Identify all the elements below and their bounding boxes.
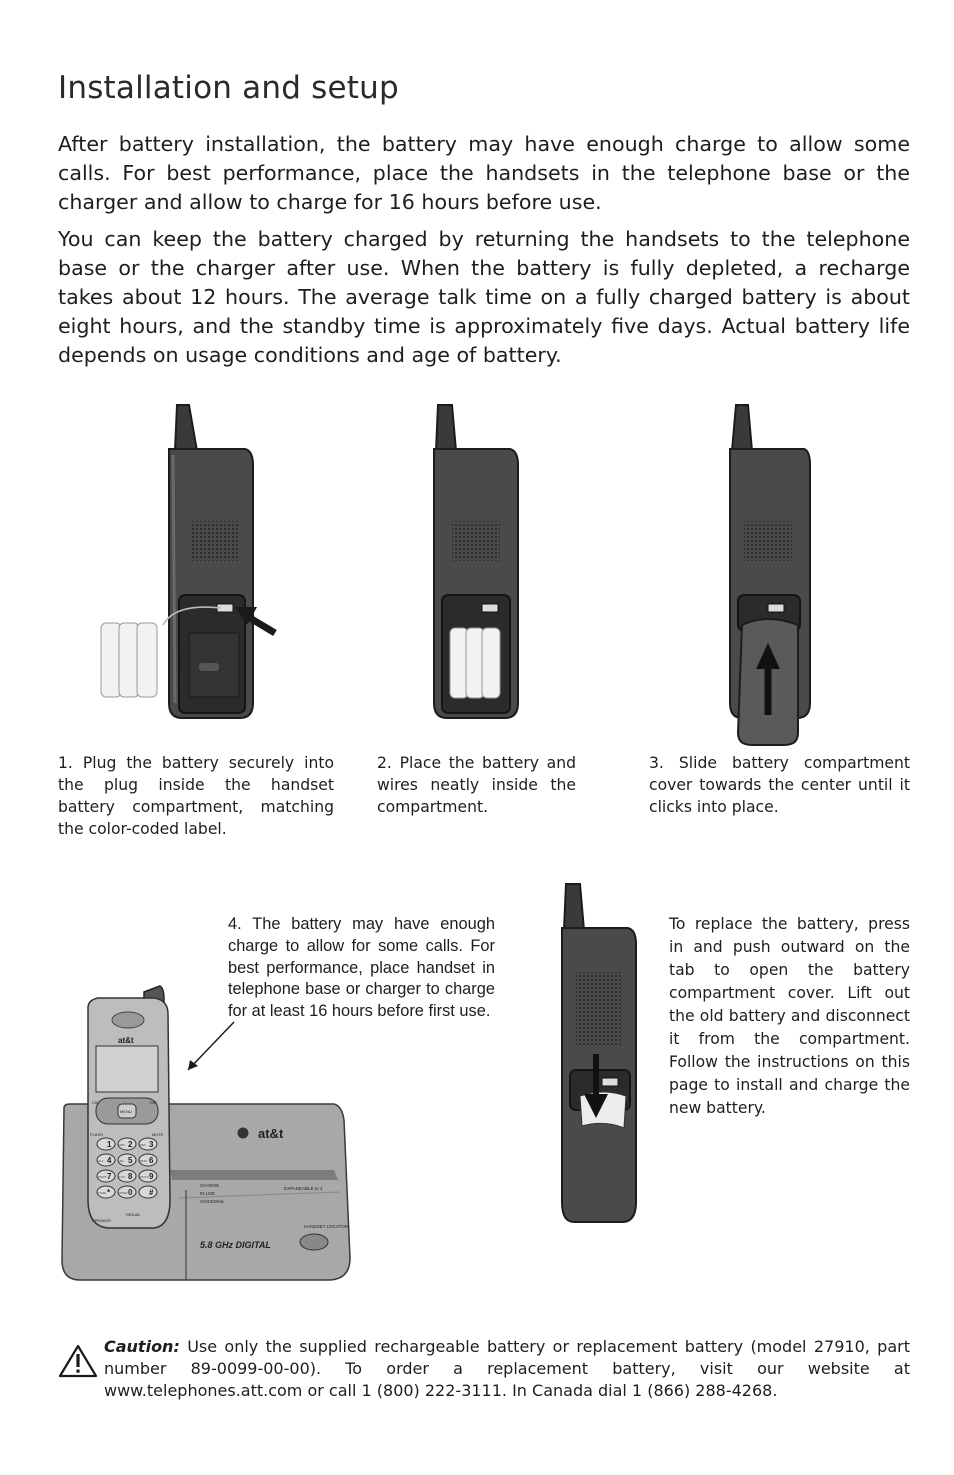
keypad-key-letters: GHI [98, 1159, 104, 1163]
intro-paragraph: After battery installation, the battery may have enough charge to allow some calls. For best performance, place the handsets in the telephone base or the charger and allow to charge for 16 hours before use. [58, 132, 910, 214]
keypad-key-label: 1 [107, 1140, 112, 1149]
keypad-key-label: 0 [128, 1188, 133, 1197]
keypad-key-label: 9 [149, 1172, 154, 1181]
keypad-key [139, 1186, 157, 1198]
keypad-key-letters: MNO [140, 1159, 147, 1163]
figure-replace-battery [558, 882, 640, 1228]
caution-label: Caution: [104, 1337, 180, 1356]
caution-notice [58, 1336, 910, 1402]
warning-triangle-icon [58, 1344, 98, 1378]
step-1-caption: 1. Plug the battery securely into the plug inside the handset battery compartment, matching the color-coded label. [58, 754, 334, 838]
handset-locator-label: HANDSET LOCATOR [304, 1224, 349, 1229]
keypad-key-label: * [107, 1188, 111, 1197]
caution-text [104, 1336, 910, 1402]
keypad-key-letters: DEF [140, 1143, 146, 1147]
softkey-label: DIR [150, 1100, 157, 1105]
voicemail-label: VOICEMAIL [200, 1199, 225, 1204]
keypad-key-label: # [149, 1188, 154, 1197]
battery-pack [450, 628, 500, 698]
keypad-key-label: 3 [149, 1140, 154, 1149]
keypad-key-letters: TONE [98, 1191, 107, 1195]
step-2-caption: 2. Place the battery and wires neatly inside the compartment. [377, 754, 576, 816]
battery-life-paragraph: You can keep the battery charged by returning the handsets to the telephone base or the charger after use. When the battery is fully depleted, a recharge takes about 12 hours. The average talk time on a fully charged battery is about eight hours, and the standby time is approximately five days. Actual battery life depends on usage conditions and age of battery. [58, 227, 910, 367]
softkey-label: FLASH [90, 1132, 103, 1137]
keypad-key-letters: PQRS [98, 1175, 107, 1179]
battery-pack [101, 623, 157, 697]
figure-step-1 [95, 403, 285, 725]
keypad-key-letters: ABC [119, 1143, 126, 1147]
keypad-key [97, 1138, 115, 1150]
softkey-label: MUTE [152, 1132, 164, 1137]
speaker-grille [191, 521, 239, 561]
caution-body: Use only the supplied rechargeable battery or replacement battery (model 27910, part number 89-0099-00-00). To order a replacement battery, visit our website at www.telephones.att.com or call 1 (800) 222-3111. In Canada dial 1 (866) 288-4268. [104, 1337, 910, 1400]
base-model-text: 5.8 GHz DIGITAL [200, 1240, 271, 1250]
keypad-key-letters: TUV [119, 1175, 125, 1179]
keypad-key-label: 5 [128, 1156, 133, 1165]
in-use-label: IN USE [200, 1191, 216, 1196]
handset-brand-logo: at&t [118, 1036, 134, 1045]
charge-label: CHARGE [200, 1183, 220, 1188]
keypad-key-label: 8 [128, 1172, 133, 1181]
base-expandable-text: EXPANDABLE to 4 [284, 1186, 323, 1191]
keypad-key-letters: OPER [119, 1191, 128, 1195]
softkey-label: SPEAKER [92, 1218, 111, 1223]
keypad-key-label: 6 [149, 1156, 154, 1165]
handset-cordless [88, 986, 170, 1228]
base-brand-logo: at&t [258, 1126, 284, 1141]
menu-key-label: MENU [120, 1109, 132, 1114]
replace-battery-note: To replace the battery, press in and push outward on the tab to open the battery compartment cover. Lift out the old battery and disconnect it from the compartment. Follow the instructions on this page to install and charge the new battery. [669, 915, 910, 1117]
figure-step-2 [430, 403, 525, 725]
keypad-key-letters: JKL [119, 1159, 125, 1163]
keypad-key-label: 4 [107, 1156, 112, 1165]
step-4-caption: 4. The battery may have enough charge to allow for some calls. For best performance, place handset in telephone base or charger to charge for at least 16 hours before first use. [228, 915, 495, 1021]
keypad-key-letters: WXYZ [140, 1175, 149, 1179]
softkey-label: REDIAL [126, 1212, 141, 1217]
page-title: Installation and setup [58, 70, 399, 106]
figure-step-3 [722, 403, 814, 749]
keypad-key-label: 7 [107, 1172, 112, 1181]
step-3-caption: 3. Slide battery compartment cover towards the center until it clicks into place. [649, 754, 910, 816]
softkey-label: CID [92, 1100, 99, 1105]
figure-step-4-base [58, 980, 358, 1296]
keypad-key-label: 2 [128, 1140, 133, 1149]
